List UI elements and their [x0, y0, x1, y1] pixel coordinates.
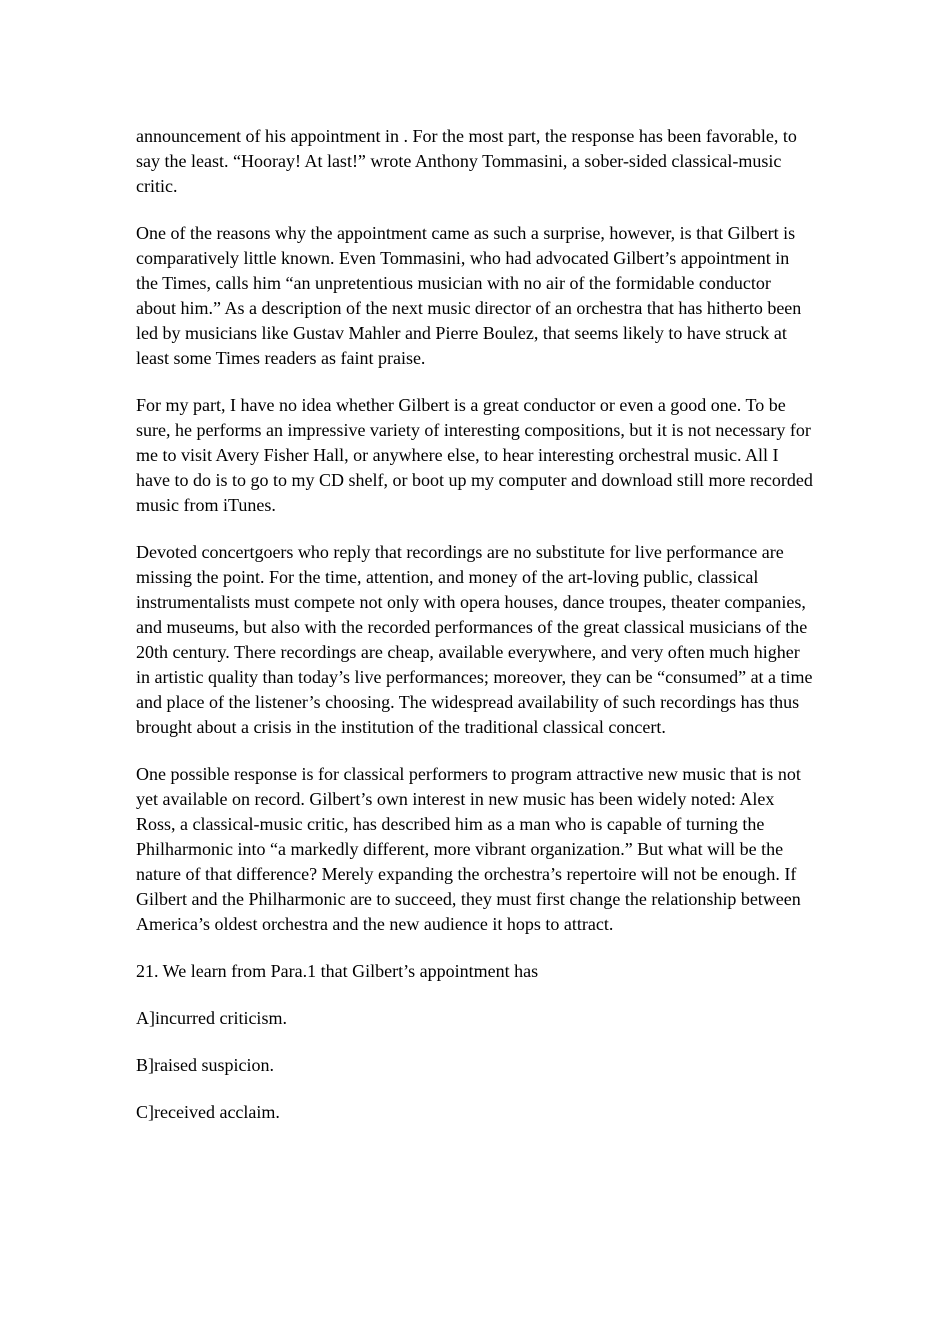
paragraph-4: Devoted concertgoers who reply that recordings are no substitute for live performance are missing the point. For the time, attention, and money of the art-loving public, classical instrumentalists must compete not only with opera houses, dance troupes, theater companies, and museums, but also with the recorded performances of the great classical musicians of the 20th century. There recordings are cheap, available everywhere, and very often much higher in artistic quality than today’s live performances; moreover, they can be “consumed” at a time and place of the listener’s choosing. The widespread availability of such recordings has thus brought about a crisis in the institution of the traditional classical concert. — [136, 542, 813, 737]
paragraph-2: One of the reasons why the appointment came as such a surprise, however, is that Gilbert is comparatively little known. Even Tommasini, who had advocated Gilbert’s appointment in the Times, calls him “an unpretentious musician with no air of the formidable conductor about him.” As a description of the next music director of an orchestra that has hitherto been led by musicians like Gustav Mahler and Pierre Boulez, that seems likely to have struck at least some Times readers as faint praise. — [136, 223, 802, 368]
question-stem: 21. We learn from Para.1 that Gilbert’s appointment has — [136, 961, 539, 981]
option-c: C]received acclaim. — [136, 1102, 280, 1122]
paragraph-5: One possible response is for classical performers to program attractive new music that is not yet available on record. Gilbert’s own interest in new music has been widely noted: Alex Ross, a classical-music critic, has described him as a man who is capable of turning the Philharmonic into “a markedly different, more vibrant organization.” But what will be the nature of that difference? Merely expanding the orchestra’s repertoire will not be enough. If Gilbert and the Philharmonic are to succeed, they must first change the relationship between America’s oldest orchestra and the new audience it hops to attract. — [136, 764, 801, 934]
document-page — [136, 124, 814, 1147]
paragraph-1: announcement of his appointment in . For the most part, the response has been favorable, to say the least. “Hooray! At last!” wrote Anthony Tommasini, a sober-sided classical-music critic. — [136, 126, 797, 196]
paragraph-3: For my part, I have no idea whether Gilbert is a great conductor or even a good one. To be sure, he performs an impressive variety of interesting compositions, but it is not necessary for me to visit Avery Fisher Hall, or anywhere else, to hear interesting orchestral music. All I have to do is to go to my CD shelf, or boot up my computer and download still more recorded music from iTunes. — [136, 395, 813, 515]
option-a: A]incurred criticism. — [136, 1008, 287, 1028]
option-b: B]raised suspicion. — [136, 1055, 274, 1075]
